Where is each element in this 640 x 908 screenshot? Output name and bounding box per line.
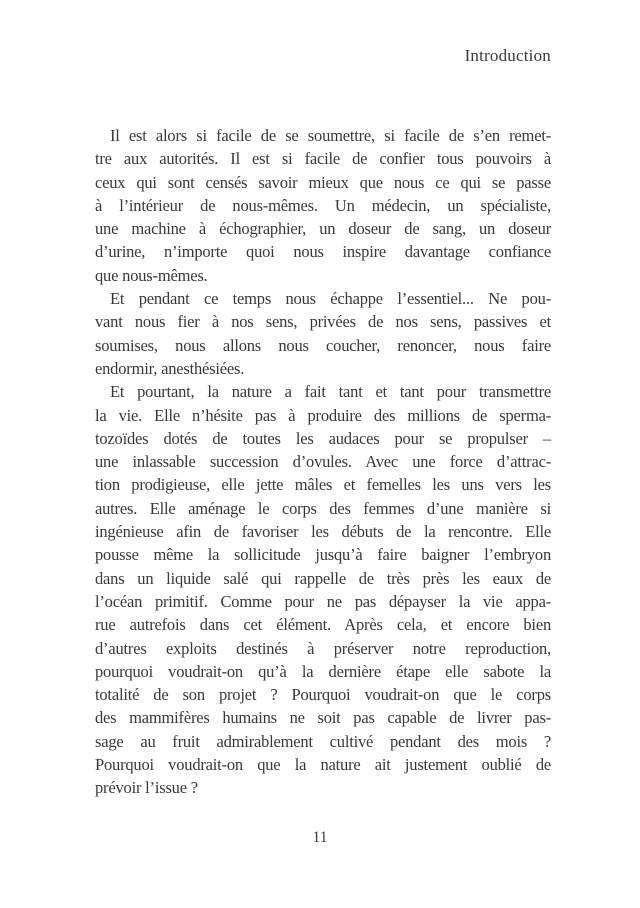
text-line: une machine à échographier, un doseur de sang, un doseur: [95, 219, 551, 239]
text-line: Et pourtant, la nature a fait tant et tant pour transmettre: [110, 382, 551, 402]
text-line: ingénieuse afin de favoriser les débuts de la rencontre. Elle: [95, 522, 551, 542]
text-line: dans un liquide salé qui rappelle de très près les eaux de: [95, 568, 551, 588]
text-line: prévoir l’issue ?: [95, 778, 198, 798]
text-line: tozoïdes dotés de toutes les audaces pour se propulser –: [95, 428, 551, 448]
text-line: pousse même la sollicitude jusqu’à faire baigner l’embryon: [95, 545, 551, 565]
text-line: des mammifères humains ne soit pas capable de livrer pas-: [95, 708, 551, 728]
text-line: endormir, anesthésiées.: [95, 358, 245, 378]
text-line: l’océan primitif. Comme pour ne pas dépayser la vie appa-: [95, 591, 551, 611]
text-line: pourquoi voudrait-on qu’à la dernière étape elle sabote la: [95, 661, 551, 681]
text-line: soumises, nous allons nous coucher, renoncer, nous faire: [95, 335, 551, 355]
text-line: que nous-mêmes.: [95, 265, 208, 285]
text-line: vant nous fier à nos sens, privées de nos sens, passives et: [95, 312, 551, 332]
text-line: Pourquoi voudrait-on que la nature ait justement oublié de: [95, 755, 551, 775]
text-line: autres. Elle aménage le corps des femmes d’une manière si: [95, 498, 551, 518]
text-line: la vie. Elle n’hésite pas à produire des millions de sperma-: [95, 405, 551, 425]
text-line: une inlassable succession d’ovules. Avec une force d’attrac-: [95, 452, 551, 472]
text-line: Et pendant ce temps nous échappe l’essentiel... Ne pou-: [110, 289, 551, 309]
text-line: ceux qui sont censés savoir mieux que nous ce qui se passe: [95, 172, 551, 192]
text-line: sage au fruit admirablement cultivé pendant des mois ?: [95, 731, 551, 751]
text-line: d’urine, n’importe quoi nous inspire davantage confiance: [95, 242, 551, 262]
text-line: tion prodigieuse, elle jette mâles et femelles les uns vers les: [95, 475, 551, 495]
body-text: [95, 124, 551, 800]
running-header: Introduction: [464, 46, 551, 65]
text-line: d’autres exploits destinés à préserver notre reproduction,: [95, 638, 551, 658]
text-line: rue autrefois dans cet élément. Après cela, et encore bien: [95, 615, 551, 635]
text-line: Il est alors si facile de se soumettre, si facile de s’en remet-: [110, 126, 551, 145]
text-line: tre aux autorités. Il est si facile de confier tous pouvoirs à: [95, 149, 551, 169]
page-number: 11: [312, 829, 328, 846]
text-line: à l’intérieur de nous-mêmes. Un médecin, un spécialiste,: [95, 195, 551, 215]
text-line: totalité de son projet ? Pourquoi voudrait-on que le corps: [95, 685, 551, 705]
